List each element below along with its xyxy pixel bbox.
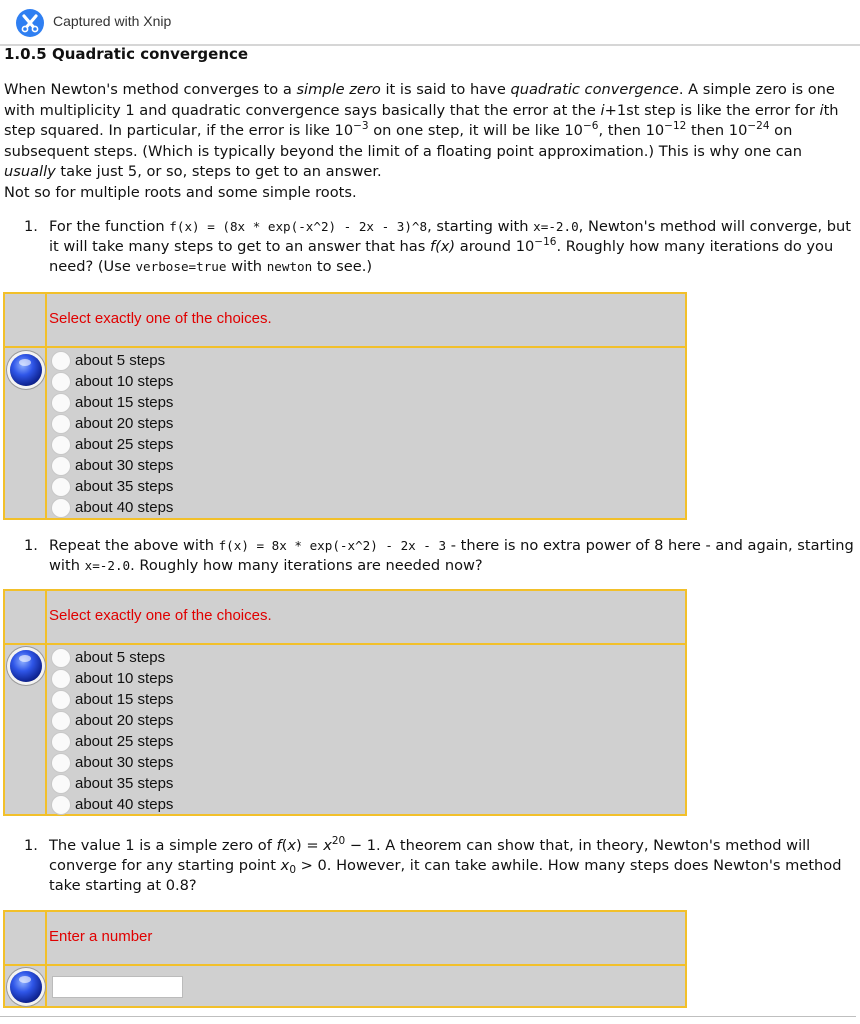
choice-list	[51, 350, 173, 518]
question-text: Repeat the above with f(x) = 8x * exp(-x^2) - 2x - 3 - there is no extra power of 8 here - and again, starting with x=-2.0. Roughly how many iterations are needed now?	[49, 537, 854, 574]
status-ball-icon	[10, 354, 42, 386]
section-heading	[4, 45, 248, 63]
section-title: Quadratic convergence	[51, 45, 249, 63]
choice-about-5-steps[interactable]: about 5 steps	[51, 350, 173, 371]
answer-box-1	[3, 292, 687, 520]
radio-button[interactable]	[51, 435, 71, 455]
question-number: 1.	[24, 837, 38, 854]
question-number: 1.	[24, 537, 38, 554]
question-3	[24, 836, 854, 896]
instruction-text: Enter a number	[49, 928, 153, 945]
capture-bar	[0, 0, 860, 46]
question-text: The value 1 is a simple zero of $f(x) = x^{20} - 1$. A theorem can show that, in theory, Newton's method will converge for any starting point $x_0 > 0$. However, it can take awhile. How many steps does Newton's method take starting at 0.8?	[49, 835, 842, 894]
choice-about-15-steps[interactable]: about 15 steps	[51, 689, 173, 710]
choice-about-5-steps[interactable]: about 5 steps	[51, 647, 173, 668]
radio-button[interactable]	[51, 648, 71, 668]
radio-button[interactable]	[51, 393, 71, 413]
choice-about-25-steps[interactable]: about 25 steps	[51, 731, 173, 752]
choice-about-30-steps[interactable]: about 30 steps	[51, 455, 173, 476]
choice-about-10-steps[interactable]: about 10 steps	[51, 371, 173, 392]
question-2	[24, 536, 854, 576]
radio-button[interactable]	[51, 669, 71, 689]
status-ball-icon	[10, 650, 42, 682]
question-1	[24, 217, 854, 277]
choice-about-20-steps[interactable]: about 20 steps	[51, 413, 173, 434]
answer-box-2	[3, 589, 687, 816]
number-input[interactable]	[52, 976, 183, 998]
radio-button[interactable]	[51, 456, 71, 476]
choice-about-40-steps[interactable]: about 40 steps	[51, 794, 173, 815]
radio-button[interactable]	[51, 372, 71, 392]
box-header	[47, 294, 685, 348]
choice-about-30-steps[interactable]: about 30 steps	[51, 752, 173, 773]
choice-about-35-steps[interactable]: about 35 steps	[51, 476, 173, 497]
radio-button[interactable]	[51, 753, 71, 773]
radio-button[interactable]	[51, 795, 71, 815]
bottom-divider	[0, 1016, 856, 1017]
choice-list	[51, 647, 173, 815]
radio-button[interactable]	[51, 498, 71, 518]
xnip-logo-icon	[15, 8, 45, 38]
radio-button[interactable]	[51, 414, 71, 434]
question-number: 1.	[24, 218, 38, 235]
choice-about-40-steps[interactable]: about 40 steps	[51, 497, 173, 518]
choice-about-15-steps[interactable]: about 15 steps	[51, 392, 173, 413]
choice-about-25-steps[interactable]: about 25 steps	[51, 434, 173, 455]
radio-button[interactable]	[51, 351, 71, 371]
section-number: 1.0.5	[4, 45, 47, 63]
instruction-text: Select exactly one of the choices.	[49, 310, 272, 327]
radio-button[interactable]	[51, 690, 71, 710]
question-text: For the function f(x) = (8x * exp(-x^2) - 2x - 3)^8, starting with x=-2.0, Newton's method will converge, but it will take many steps to get to an answer that has f(x) around $10^{-16}$. Roughly how many iterations do you need? (Use verbose=true with newton to see.)	[49, 218, 851, 275]
box-gutter	[5, 591, 47, 814]
intro-paragraph: When Newton's method converges to a simple zero it is said to have quadratic convergence. A simple zero is one with multiplicity 1 and quadratic convergence says basically that the error at the i+1st step is like the error for ith step squared. In particular, if the error is like $10^{-3}$ on one step, it will be like $10^{-6}$, then $10^{-12}$ then $10^{-24}$ on subsequent steps. (Which is typically beyond the limit of a floating point approximation.) This is why one can usually take just 5, or so, steps to get to an answer. Not so for multiple roots and some simple roots.	[4, 81, 839, 201]
radio-button[interactable]	[51, 774, 71, 794]
instruction-text: Select exactly one of the choices.	[49, 607, 272, 624]
box-gutter	[5, 294, 47, 518]
choice-about-10-steps[interactable]: about 10 steps	[51, 668, 173, 689]
radio-button[interactable]	[51, 711, 71, 731]
radio-button[interactable]	[51, 732, 71, 752]
radio-button[interactable]	[51, 477, 71, 497]
capture-label: Captured with Xnip	[53, 13, 172, 29]
choice-about-20-steps[interactable]: about 20 steps	[51, 710, 173, 731]
box-header	[47, 591, 685, 645]
box-header	[47, 912, 685, 966]
answer-box-3	[3, 910, 687, 1008]
choice-about-35-steps[interactable]: about 35 steps	[51, 773, 173, 794]
status-ball-icon	[10, 971, 42, 1003]
